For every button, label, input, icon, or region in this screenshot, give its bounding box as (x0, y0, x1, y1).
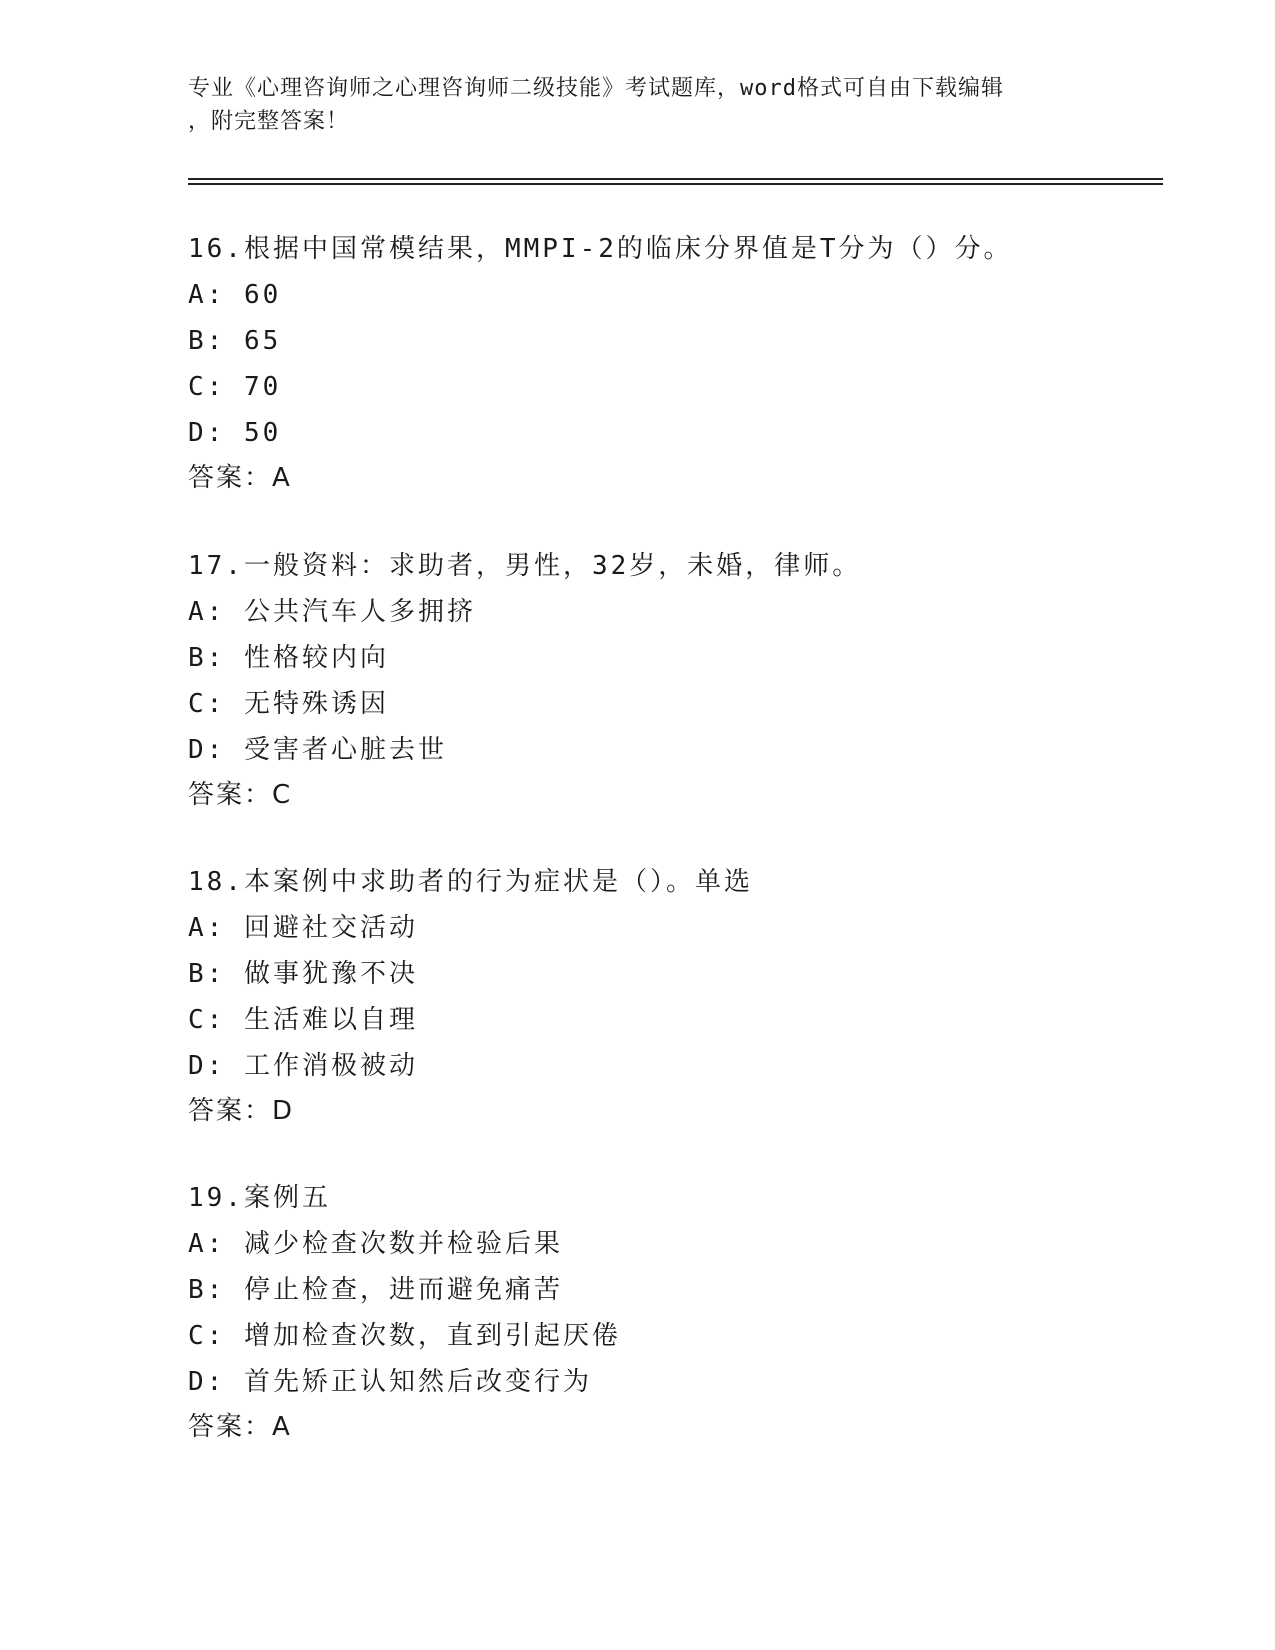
option-c: C: 生活难以自理 (188, 1005, 418, 1035)
question-stem: 17.一般资料：求助者，男性，32岁，未婚，律师。 (188, 551, 862, 581)
answer: 答案：A (188, 1412, 292, 1442)
option-a: A: 减少检查次数并检验后果 (188, 1229, 563, 1259)
question-stem: 16.根据中国常模结果，MMPI-2的临床分界值是T分为（）分。 (188, 234, 1013, 264)
answer: 答案：A (188, 463, 292, 493)
header-divider-top (188, 178, 1163, 180)
header-divider-bottom (188, 183, 1163, 185)
question-18 (188, 859, 1148, 1133)
option-d: D: 受害者心脏去世 (188, 735, 447, 765)
option-d: D: 工作消极被动 (188, 1051, 418, 1081)
answer: 答案：C (188, 780, 293, 810)
question-19 (188, 1175, 1148, 1449)
option-b: B: 做事犹豫不决 (188, 959, 418, 989)
option-a: A: 公共汽车人多拥挤 (188, 597, 476, 627)
option-c: C: 增加检查次数，直到引起厌倦 (188, 1321, 621, 1351)
answer: 答案：D (188, 1096, 295, 1126)
question-17 (188, 543, 1148, 817)
document-header: 专业《心理咨询师之心理咨询师二级技能》考试题库，word格式可自由下载编辑 ，附完整答案！ (188, 76, 1004, 134)
option-d: D: 首先矫正认知然后改变行为 (188, 1367, 592, 1397)
option-b: B: 65 (188, 326, 282, 356)
option-a: A: 回避社交活动 (188, 913, 418, 943)
question-16 (188, 226, 1148, 500)
question-stem: 18.本案例中求助者的行为症状是（）。单选 (188, 867, 753, 897)
option-a: A: 60 (188, 280, 282, 310)
question-stem: 19.案例五 (188, 1183, 331, 1213)
option-c: C: 无特殊诱因 (188, 689, 389, 719)
option-b: B: 停止检查，进而避免痛苦 (188, 1275, 563, 1305)
option-b: B: 性格较内向 (188, 643, 389, 673)
option-c: C: 70 (188, 372, 282, 402)
option-d: D: 50 (188, 418, 282, 448)
